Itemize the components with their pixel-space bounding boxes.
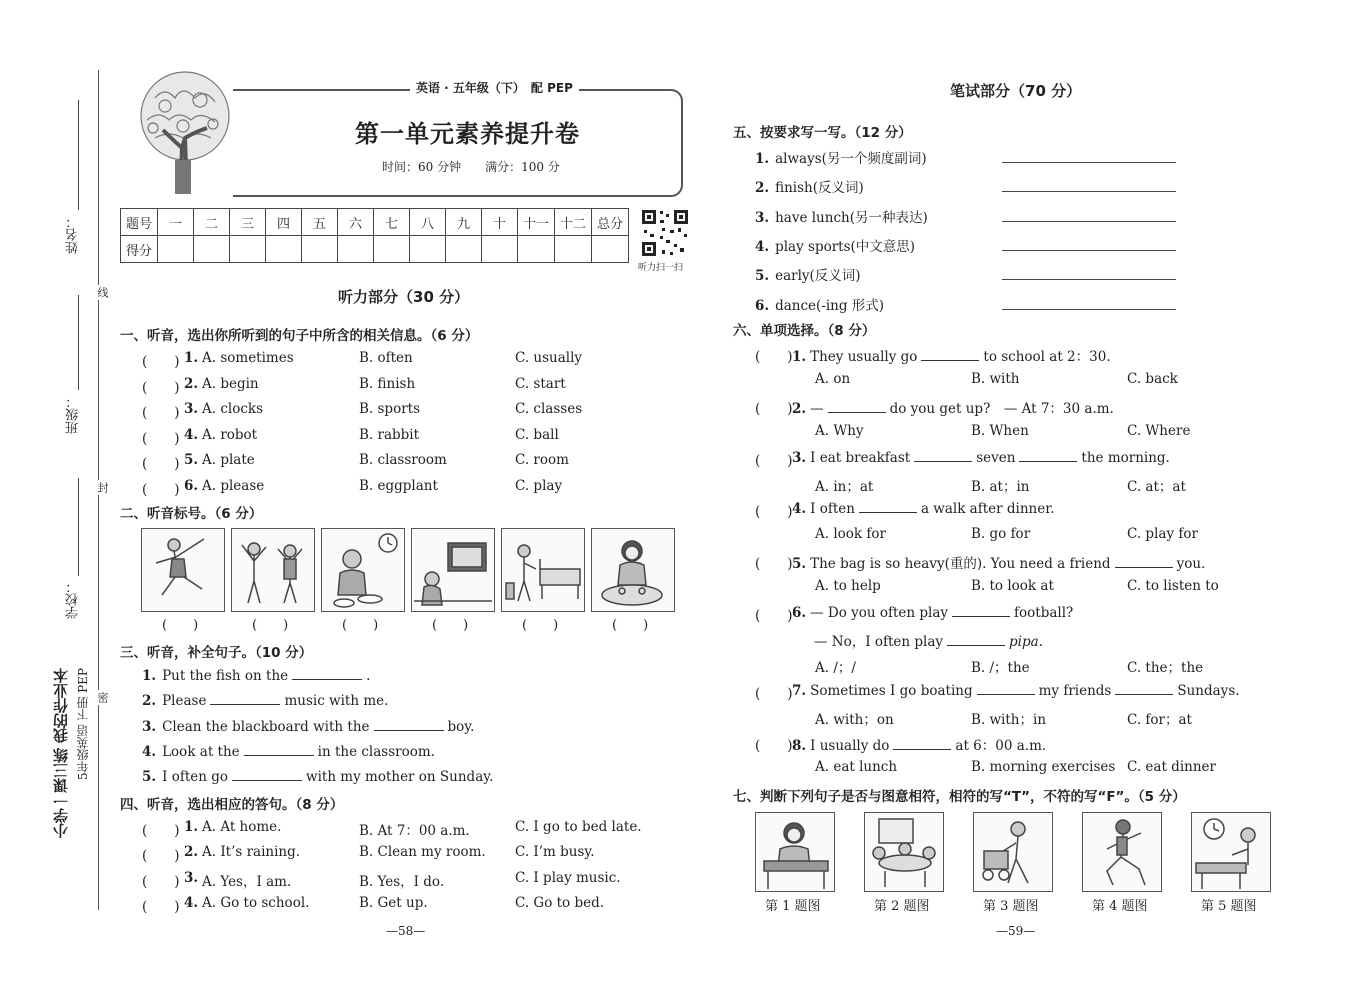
score-col: 九: [446, 209, 482, 236]
option-c[interactable]: C. to listen to: [1127, 578, 1219, 595]
question-text: [792, 500, 1055, 517]
subject-label: 英语 · 五年级（下） 配 PEP: [410, 79, 579, 96]
answer-bracket[interactable]: ( ): [142, 379, 180, 396]
answer-line[interactable]: [1002, 162, 1176, 163]
item-number: 1.: [142, 668, 157, 684]
question-part: a walk after dinner.: [920, 501, 1055, 518]
option-b[interactable]: B. morning exercises: [971, 759, 1116, 776]
item-number: 2.: [792, 400, 807, 417]
option-a[interactable]: A. plate: [202, 452, 255, 468]
section-2-title: 二、听音标号。（6 分）: [120, 506, 263, 522]
option-c[interactable]: C. Where: [1127, 422, 1191, 439]
answer-bracket[interactable]: ( ): [755, 400, 793, 417]
option-a[interactable]: A. Yes，I am.: [202, 873, 292, 890]
option-c[interactable]: C. play: [515, 477, 563, 494]
score-cell[interactable]: [410, 236, 446, 263]
score-row-label: 得分: [121, 236, 158, 263]
answer-blank[interactable]: [859, 500, 917, 513]
judge-caption-5: 第 5 题图: [1201, 899, 1257, 914]
score-col: 四: [266, 209, 302, 236]
option-b[interactable]: B. Clean my room.: [359, 844, 486, 861]
option-b[interactable]: B. at；in: [971, 478, 1030, 495]
sentence-start: Please: [162, 693, 207, 710]
answer-line[interactable]: [1002, 309, 1176, 310]
score-col: 七: [374, 209, 410, 236]
option-c[interactable]: C. I’m busy.: [515, 844, 595, 861]
question-part: I eat breakfast: [810, 449, 911, 466]
answer-bracket[interactable]: ( ): [522, 618, 559, 633]
judge-picture-4: [1082, 812, 1162, 892]
answer-bracket[interactable]: ( ): [142, 823, 180, 839]
item-number: 4.: [184, 426, 199, 443]
answer-bracket[interactable]: ( ): [142, 430, 180, 447]
question-part: The bag is so heavy(重的). You need a friend: [810, 556, 1111, 573]
item-number: 5.: [184, 452, 199, 468]
item-number: 7.: [792, 682, 807, 699]
score-cell[interactable]: [230, 236, 266, 263]
school-field[interactable]: [78, 478, 79, 576]
fill-sentence: [142, 768, 493, 785]
page-number-right: —59—: [996, 924, 1036, 938]
answer-blank[interactable]: [947, 633, 1005, 646]
option-b[interactable]: B. finish: [359, 375, 416, 392]
sentence-end: with my mother on Sunday.: [306, 769, 494, 786]
option-b[interactable]: B. At 7：00 a.m.: [359, 823, 470, 839]
score-cell[interactable]: [194, 236, 230, 263]
option-b[interactable]: B. go for: [971, 526, 1031, 543]
option-b[interactable]: B. classroom: [359, 452, 447, 468]
option-a[interactable]: A. to help: [815, 578, 881, 595]
question-text: [792, 682, 1240, 699]
answer-bracket[interactable]: ( ): [142, 848, 180, 865]
item-number: 6.: [755, 297, 770, 314]
question-part: the morning.: [1081, 449, 1170, 466]
question-part: seven: [976, 449, 1016, 466]
answer-bracket[interactable]: ( ): [162, 618, 199, 633]
item-number: 3.: [755, 209, 770, 226]
answer-blank[interactable]: [232, 768, 302, 781]
item-number: 3.: [184, 401, 199, 417]
section-5-title: 五、按要求写一写。（12 分）: [733, 125, 912, 141]
picture-dancing: [141, 528, 225, 612]
write-item: [755, 147, 927, 167]
answer-blank[interactable]: [893, 737, 951, 750]
question-part: They usually go: [810, 349, 918, 365]
answer-bracket[interactable]: ( ): [252, 618, 289, 633]
sentence-end: music with me.: [284, 693, 389, 710]
question-part: you.: [1176, 556, 1206, 573]
score-row-label: 题号: [121, 209, 158, 236]
fill-sentence: [142, 718, 474, 735]
item-number: 1.: [184, 350, 199, 366]
item-number: 5.: [755, 268, 770, 285]
item-number: 2.: [142, 693, 157, 710]
question-text: [792, 552, 1205, 572]
write-item: [755, 176, 864, 196]
question-part: —: [810, 400, 824, 417]
class-label: 班级：: [66, 395, 81, 434]
score-cell[interactable]: [482, 236, 518, 263]
question-text: [792, 397, 1114, 417]
write-prompt: finish(反义词): [775, 180, 864, 197]
option-c[interactable]: C. classes: [515, 401, 583, 417]
question-part: Sometimes I go boating: [810, 682, 973, 699]
page-title: 第一单元素养提升卷: [355, 119, 580, 148]
item-number: 4.: [792, 501, 807, 518]
score-col: 八: [410, 209, 446, 236]
score-col: 五: [302, 209, 338, 236]
option-a[interactable]: A. Why: [815, 422, 864, 439]
option-a[interactable]: A. please: [202, 477, 265, 494]
write-prompt: have lunch(另一种表达): [775, 209, 928, 226]
item-number: 3.: [184, 869, 199, 886]
question-text: [792, 449, 1170, 466]
score-cell[interactable]: [518, 236, 555, 263]
answer-blank[interactable]: [828, 400, 886, 413]
answer-bracket[interactable]: ( ): [342, 618, 379, 633]
question-text: [792, 604, 1073, 621]
answer-blank[interactable]: [952, 604, 1010, 617]
answer-bracket[interactable]: ( ): [142, 481, 180, 498]
option-b[interactable]: B. eggplant: [359, 477, 438, 494]
option-c[interactable]: C. I go to bed late.: [515, 819, 642, 835]
option-a[interactable]: A. in；at: [815, 478, 874, 495]
write-item: [755, 264, 861, 284]
fill-sentence: [142, 692, 388, 709]
sentence-start: Look at the: [162, 743, 240, 760]
seal-mark-seal: 封: [96, 482, 109, 493]
section-1-title: 一、听音，选出你所听到的句子中所含的相关信息。（6 分）: [120, 328, 479, 344]
brand-title: 小学一课三练 我的作业本: [52, 668, 70, 839]
item-number: 3.: [142, 718, 157, 735]
answer-blank[interactable]: [244, 743, 314, 756]
item-number: 3.: [792, 449, 807, 466]
option-a[interactable]: A. sometimes: [202, 350, 294, 366]
fill-sentence: [142, 667, 370, 684]
question-text: [814, 630, 1043, 650]
option-a[interactable]: A. Go to school.: [202, 894, 310, 911]
listening-part-title: 听力部分（30 分）: [338, 288, 470, 306]
judge-picture-1: [755, 812, 835, 892]
item-number: 2.: [184, 375, 199, 392]
sentence-end: in the classroom.: [317, 743, 435, 760]
option-c[interactable]: C. start: [515, 375, 566, 392]
option-a[interactable]: A. At home.: [202, 819, 282, 835]
option-b[interactable]: B. with；in: [971, 711, 1047, 728]
option-a[interactable]: A. with；on: [815, 711, 894, 728]
item-number: 8.: [792, 737, 807, 754]
judge-caption-3: 第 3 题图: [983, 899, 1039, 914]
option-b[interactable]: B. sports: [359, 401, 421, 417]
answer-bracket[interactable]: ( ): [612, 618, 649, 633]
answer-bracket[interactable]: ( ): [142, 405, 180, 421]
item-number: 5.: [792, 556, 807, 573]
judge-picture-3: [973, 812, 1053, 892]
item-number: 5.: [142, 769, 157, 786]
option-a[interactable]: A. look for: [815, 526, 886, 543]
option-b[interactable]: B. to look at: [971, 578, 1054, 595]
option-b[interactable]: B. rabbit: [359, 426, 420, 443]
picture-cleaning: [501, 528, 585, 612]
option-a[interactable]: A. robot: [202, 426, 258, 443]
option-a[interactable]: A. /；/: [815, 659, 856, 676]
write-item: [755, 206, 928, 226]
tree-logo-icon: [125, 68, 245, 196]
answer-line[interactable]: [1002, 250, 1176, 251]
question-part: — Do you often play: [810, 605, 949, 621]
score-col: 六: [338, 209, 374, 236]
section-3-title: 三、听音，补全句子。（10 分）: [120, 645, 313, 661]
answer-bracket[interactable]: ( ): [755, 737, 793, 754]
option-c[interactable]: C. room: [515, 452, 569, 468]
answer-blank[interactable]: [1115, 555, 1173, 568]
item-number: 6.: [184, 477, 199, 494]
score-cell[interactable]: [158, 236, 194, 263]
question-part: at 6：00 a.m.: [955, 737, 1047, 754]
item-number: 2.: [184, 844, 199, 861]
answer-blank[interactable]: [977, 682, 1035, 695]
writing-part-title: 笔试部分（70 分）: [950, 82, 1082, 100]
score-table: [120, 208, 629, 263]
name-label: 姓名：: [66, 215, 81, 254]
question-part: my friends: [1038, 682, 1112, 699]
section-7-title: 七、判断下列句子是否与图意相符，相符的写“T”，不符的写“F”。（5 分）: [733, 789, 1186, 805]
option-a[interactable]: A. begin: [202, 375, 259, 392]
answer-bracket[interactable]: ( ): [755, 608, 793, 624]
class-field[interactable]: [78, 295, 79, 390]
answer-bracket[interactable]: ( ): [432, 618, 469, 633]
question-part: to school at 2：30.: [983, 349, 1111, 365]
answer-blank[interactable]: [292, 667, 362, 680]
option-b[interactable]: B. /；the: [971, 659, 1030, 676]
score-col: 十二: [555, 209, 592, 236]
option-b[interactable]: B. When: [971, 422, 1029, 439]
picture-exercises: [231, 528, 315, 612]
answer-bracket[interactable]: ( ): [142, 898, 180, 915]
judge-caption-2: 第 2 题图: [874, 899, 930, 914]
write-prompt: early(反义词): [775, 268, 861, 285]
answer-blank[interactable]: [210, 692, 280, 705]
answer-bracket[interactable]: ( ): [142, 873, 180, 890]
option-c[interactable]: C. play for: [1127, 526, 1198, 543]
sentence-end: .: [366, 668, 371, 684]
question-part: football?: [1014, 605, 1074, 621]
option-a[interactable]: A. on: [815, 370, 851, 387]
score-col: 十一: [518, 209, 555, 236]
sentence-start: Clean the blackboard with the: [162, 718, 370, 735]
option-a[interactable]: A. It’s raining.: [202, 844, 301, 861]
seal-mark-dense: 密: [96, 692, 109, 703]
item-number: 4.: [142, 743, 157, 760]
score-col: 十: [482, 209, 518, 236]
item-number: 1.: [792, 349, 807, 365]
question-part: I usually do: [810, 737, 890, 754]
score-cell[interactable]: [302, 236, 338, 263]
brand-subtitle: 5年级英语 下册 PEP: [76, 668, 90, 781]
qr-code-icon[interactable]: [640, 208, 690, 258]
answer-bracket[interactable]: ( ): [755, 685, 793, 702]
answer-bracket[interactable]: ( ): [142, 354, 180, 370]
option-c[interactable]: C. I play music.: [515, 869, 621, 886]
question-part: Sundays.: [1177, 682, 1240, 699]
write-prompt: always(另一个频度副词): [775, 151, 927, 167]
question-part: do you get up? — At 7：30 a.m.: [889, 400, 1114, 417]
section-6-title: 六、单项选择。（8 分）: [733, 323, 876, 339]
score-cell[interactable]: [446, 236, 482, 263]
judge-caption-1: 第 1 题图: [765, 899, 821, 914]
option-a[interactable]: A. eat lunch: [815, 759, 898, 776]
judge-picture-2: [864, 812, 944, 892]
score-cell[interactable]: [555, 236, 592, 263]
sentence-start: I often go: [162, 769, 229, 786]
question-text: [792, 734, 1046, 754]
question-text: [792, 345, 1111, 365]
answer-bracket[interactable]: ( ): [755, 349, 793, 365]
option-c[interactable]: C. back: [1127, 370, 1178, 387]
score-col: 总分: [592, 209, 629, 236]
picture-washing: [591, 528, 675, 612]
option-b[interactable]: B. Get up.: [359, 894, 428, 911]
write-item: [755, 294, 884, 314]
option-c[interactable]: C. ball: [515, 426, 559, 443]
time-score-info: 时间：60 分钟 满分：100 分: [382, 160, 560, 174]
score-col: 二: [194, 209, 230, 236]
score-col: 三: [230, 209, 266, 236]
picture-breakfast: [321, 528, 405, 612]
picture-tv: [411, 528, 495, 612]
item-number: 1.: [184, 819, 199, 835]
question-part: I often: [810, 501, 855, 518]
answer-bracket[interactable]: ( ): [755, 504, 793, 521]
answer-bracket[interactable]: ( ): [142, 456, 180, 472]
option-a[interactable]: A. clocks: [202, 401, 264, 417]
option-b[interactable]: B. with: [971, 370, 1020, 387]
fill-sentence: [142, 743, 435, 760]
score-cell[interactable]: [266, 236, 302, 263]
question-part: — No，I often play: [814, 633, 944, 650]
section-4-title: 四、听音，选出相应的答句。（8 分）: [120, 797, 344, 813]
option-b[interactable]: B. often: [359, 350, 413, 366]
answer-blank[interactable]: [921, 348, 979, 361]
page-number-left: —58—: [386, 924, 426, 938]
answer-blank[interactable]: [914, 449, 972, 462]
option-c[interactable]: C. for；at: [1127, 711, 1192, 728]
answer-blank[interactable]: [1115, 682, 1173, 695]
item-number: 2.: [755, 180, 770, 197]
school-label: 学校：: [66, 580, 81, 619]
write-item: [755, 235, 915, 255]
item-number: 6.: [792, 605, 807, 621]
answer-line[interactable]: [1002, 221, 1176, 222]
answer-bracket[interactable]: ( ): [755, 556, 793, 573]
item-number: 4.: [184, 894, 199, 911]
seal-mark-line: 线: [96, 287, 109, 298]
sentence-end: boy.: [447, 718, 475, 735]
item-number: 4.: [755, 238, 770, 255]
item-number: 1.: [755, 151, 770, 167]
answer-line[interactable]: [1002, 191, 1176, 192]
option-c[interactable]: C. eat dinner: [1127, 759, 1216, 776]
answer-bracket[interactable]: ( ): [755, 452, 793, 469]
judge-caption-4: 第 4 题图: [1092, 899, 1148, 914]
score-cell[interactable]: [338, 236, 374, 263]
option-c[interactable]: C. Go to bed.: [515, 894, 605, 911]
option-c[interactable]: C. the；the: [1127, 659, 1204, 676]
option-c[interactable]: C. at；at: [1127, 478, 1186, 495]
name-field[interactable]: [78, 100, 79, 210]
score-cell[interactable]: [374, 236, 410, 263]
answer-line[interactable]: [1002, 279, 1176, 280]
option-c[interactable]: C. usually: [515, 350, 583, 366]
sentence-start: Put the fish on the: [162, 668, 289, 684]
answer-blank[interactable]: [1019, 449, 1077, 462]
qr-label: 听力扫一扫: [638, 263, 684, 273]
judge-picture-5: [1191, 812, 1271, 892]
write-prompt: dance(-ing 形式): [775, 297, 885, 314]
answer-blank[interactable]: [374, 718, 444, 731]
score-cell[interactable]: [592, 236, 629, 263]
score-col: 一: [158, 209, 194, 236]
option-b[interactable]: B. Yes，I do.: [359, 873, 445, 890]
question-part: pipa.: [1009, 633, 1043, 650]
write-prompt: play sports(中文意思): [775, 238, 916, 255]
